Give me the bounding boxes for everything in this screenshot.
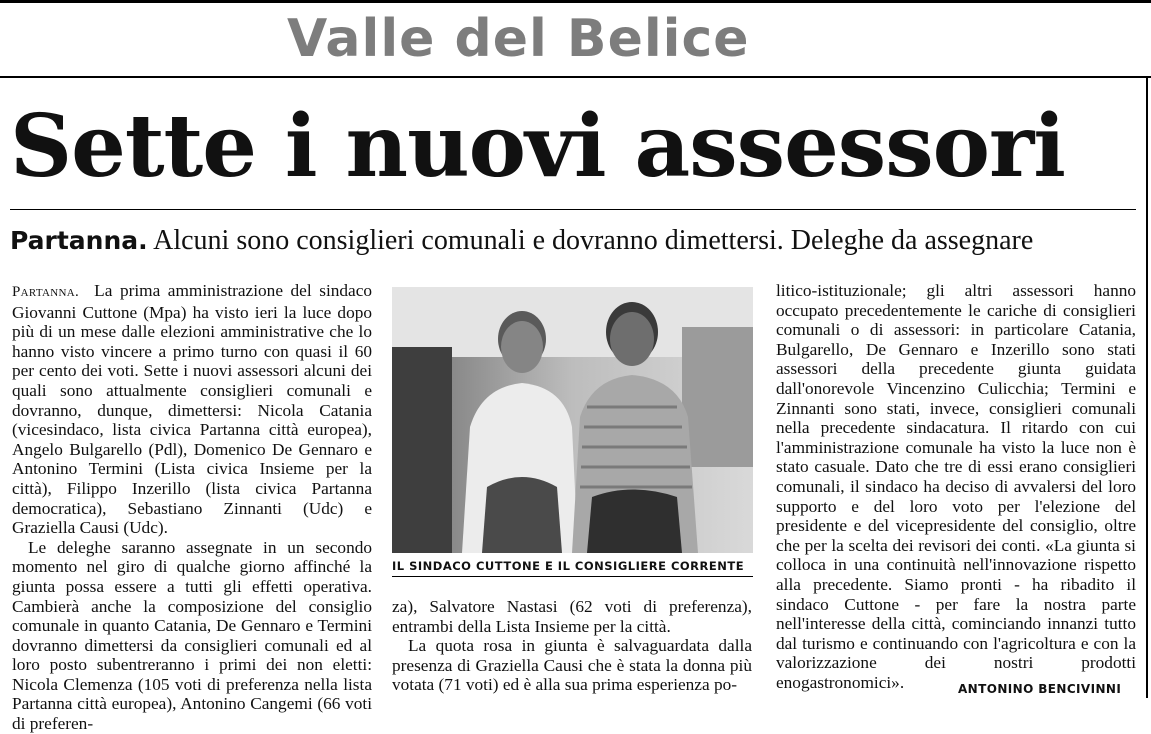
article-paragraph: litico-istituzionale; gli altri assessori hanno occupato precedentemente le cariche di consiglieri comunali o di assessori: in particolare Catania, Bulgarello, De Gennaro e Inzerillo sono stati assessori della precedente giunta guidata dall'onorevole Vincenzino Culicchia; Termini e Zinnanti sono stati, invece, consiglieri comunali nella precedente sindacatura. Il ritardo con cui l'amministrazione comunale ha visto la luce non è stato casuale. Dato che tre di essi erano consiglieri comunali, il sindaco ha deciso di avvalersi del loro supporto e del loro voto per l'elezione del presidente e del vicepresidente del consiglio, oltre che per la scelta dei revisori dei conti. «La giunta si colloca in una continuità nell'innovazione rispetto alla precedente. Siamo pronti - ha ribadito il sindaco Cuttone - per fare la nostra parte nell'interesse della città, cominciando innanzi tutto dal turismo e continuando con l'agricoltura e con la valorizzazione dei nostri prodotti enogastronomici».: [776, 281, 1136, 692]
headline-rule: [10, 209, 1136, 210]
article-column-2: [392, 597, 752, 695]
byline: ANTONINO BENCIVINNI: [958, 682, 1122, 696]
subheadline: [10, 222, 1033, 260]
article-paragraph: Le deleghe saranno assegnate in un secondo momento nel giro di qualche giorno affinché la giunta possa essere a tutti gli effetti operativa. Cambierà anche la composizione del consiglio comunale in quanto Catania, De Gennaro e Termini dovranno dimettersi da consiglieri comunali ed al loro posto subentreranno i primi dei non eletti: Nicola Clemenza (105 voti di preferenza nella lista Partanna città europea), Antonino Cangemi (66 voti di preferen-: [12, 537, 372, 734]
article-photo: [392, 287, 753, 553]
header-rule: [0, 76, 1151, 78]
top-border: [0, 0, 1151, 3]
column-border: [1146, 78, 1148, 698]
section-title: Valle del Belice: [287, 9, 750, 69]
photo-illustration: [392, 287, 753, 553]
dateline: Partanna.: [12, 284, 80, 300]
headline: Sette i nuovi assessori: [10, 96, 1065, 197]
article-column-3: [776, 281, 1136, 692]
paragraph-text: La prima amministrazione del sindaco Giovanni Cuttone (Mpa) ha visto ieri la luce dopo più di un mese dalle elezioni amministrative che lo hanno visto vincere a primo turno con quasi il 60 per cento dei voti. Sette i nuovi assessori alcuni dei quali sono attualmente consiglieri comunali e dovranno, dunque, dimettersi: Nicola Catania (vicesindaco, lista civica Partanna città europea), Angelo Bulgarello (Pdl), Domenico De Gennaro e Antonino Termini (Lista civica Insieme per la città), Filippo Inzerillo (lista civica Partanna democratica), Sebastiano Zinnanti (Udc) e Graziella Causi (Udc).: [12, 281, 373, 538]
article-paragraph: La quota rosa in giunta è salvaguardata dalla presenza di Graziella Causi che è stata la donna più votata (71 voti) ed è alla sua prima esperienza po-: [392, 636, 752, 695]
article-paragraph: [12, 281, 372, 538]
article-paragraph: za), Salvatore Nastasi (62 voti di preferenza), entrambi della Lista Insieme per la città.: [392, 597, 752, 636]
photo-caption: IL SINDACO CUTTONE E IL CONSIGLIERE CORRENTE: [392, 559, 745, 573]
article-column-1: [12, 281, 372, 734]
caption-rule: [392, 576, 753, 577]
subhead-text: Alcuni sono consiglieri comunali e dovranno dimettersi. Deleghe da assegnare: [153, 225, 1034, 256]
subhead-place: Partanna.: [10, 226, 148, 255]
